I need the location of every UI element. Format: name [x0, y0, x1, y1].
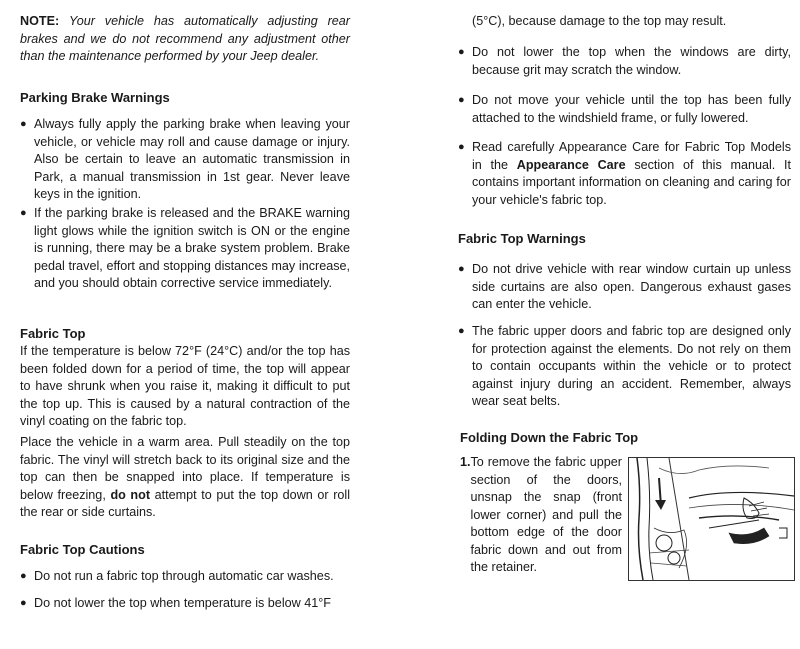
- bullet-icon: ●: [458, 141, 465, 153]
- caution-item-4: ● Do not move your vehicle until the top has been fully attached to the windshield frame, or fully lowered.: [458, 92, 791, 127]
- bullet-icon: ●: [20, 570, 27, 582]
- bullet-icon: ●: [458, 46, 465, 58]
- note-text: Your vehicle has automatically adjusting rear brakes and we do not recommend any adjustment other than the maintenance performed by your Jeep dealer.: [20, 14, 351, 63]
- bullet-icon: ●: [20, 597, 27, 609]
- step-number: 1.: [460, 455, 471, 469]
- step-1: [460, 454, 622, 577]
- bullet-icon: ●: [458, 263, 465, 275]
- warning-item-2: ● The fabric upper doors and fabric top are designed only for protection against the elements. Do not rely on them to contain occupants within the vehicle or to protect against injury during an accident. Remember, always wear seat belts.: [458, 323, 791, 411]
- caution-item-1: ● Do not run a fabric top through automatic car washes.: [20, 568, 350, 586]
- door-fabric-illustration: [628, 457, 795, 581]
- caution-continued-text: (5°C), because damage to the top may result.: [472, 14, 727, 28]
- appearance-care-item: ● Read carefully Appearance Care for Fabric Top Models in the Appearance Care section of this manual. It contains important information on cleaning and caring for your vehicle's fabric top.: [458, 139, 791, 209]
- step-text: To remove the fabric upper section of the doors, unsnap the snap (front lower corner) and pull the bottom edge of the door fabric down and out from the retainer.: [470, 455, 622, 574]
- fabric-top-heading: Fabric Top: [20, 326, 86, 341]
- fabric-top-paragraph-2: Place the vehicle in a warm area. Pull steadily on the top fabric. The vinyl will stretch back to its original size and the top can then be snapped into place. If temperature is below freezing, do not attempt to put the top down or roll the rear or side curtains.: [20, 435, 350, 519]
- warning-item-1: ● Do not drive vehicle with rear window curtain up unless side curtains are also open. Dangerous exhaust gases can enter the vehicle.: [458, 261, 791, 314]
- caution-item-3: ● Do not lower the top when the windows are dirty, because grit may scratch the window.: [458, 44, 791, 79]
- bullet-icon: ●: [20, 118, 27, 130]
- bullet-icon: ●: [20, 207, 27, 219]
- caution-item-2: ● Do not lower the top when temperature is below 41°F: [20, 595, 350, 613]
- note-paragraph: [20, 13, 350, 66]
- parking-brake-heading: Parking Brake Warnings: [20, 90, 170, 105]
- fabric-top-warnings-heading: Fabric Top Warnings: [458, 231, 586, 246]
- bullet-icon: ●: [458, 325, 465, 337]
- folding-down-heading: Folding Down the Fabric Top: [460, 430, 639, 445]
- note-label: NOTE:: [20, 14, 60, 28]
- door-illustration-svg: [629, 458, 794, 580]
- fabric-top-cautions-heading: Fabric Top Cautions: [20, 542, 145, 557]
- parking-item-2: ● If the parking brake is released and the BRAKE warning light glows while the ignition switch is ON or the engine is running, there may be a brake system problem. Brake pedal travel, effort and stopping distances may increase, and you should obtain corrective service immediately.: [20, 205, 350, 293]
- parking-item-1: ● Always fully apply the parking brake when leaving your vehicle, or vehicle may roll and cause damage or injury. Also be certain to leave an automatic transmission in Park, a manual transmission in 1st gear. Never leave keys in the ignition.: [20, 116, 350, 204]
- bullet-icon: ●: [458, 94, 465, 106]
- fabric-top-paragraph-1: If the temperature is below 72°F (24°C) and/or the top has been folded down for a period of time, the top will appear to have shrunk when you raise it, making it difficult to put the top up. This is caused by a natural contraction of the vinyl coating on the fabric top.: [20, 344, 350, 428]
